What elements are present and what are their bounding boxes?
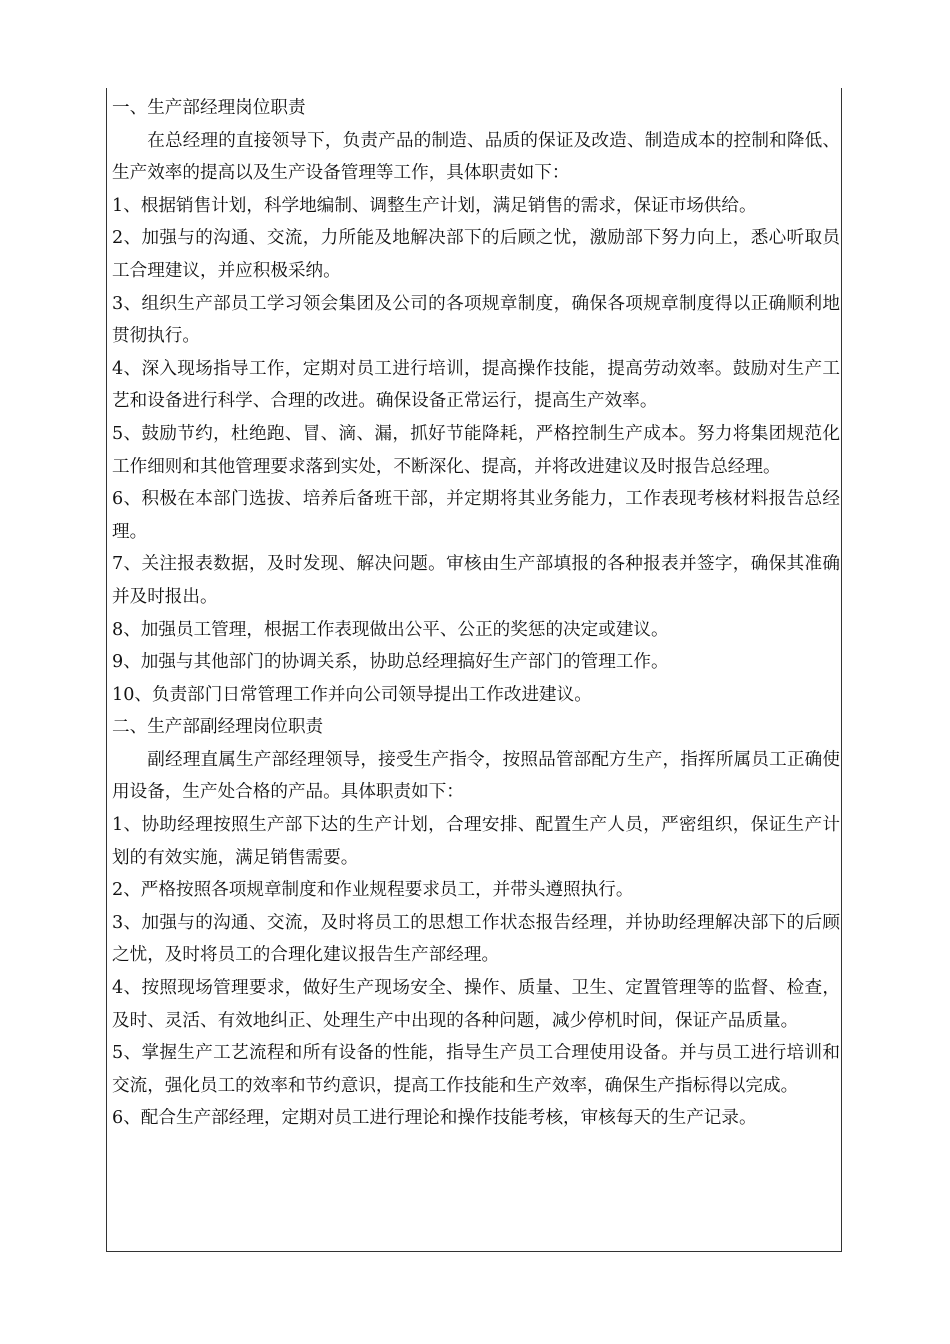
duty-item: 3、组织生产部员工学习领会集团及公司的各项规章制度，确保各项规章制度得以正确顺利地贯彻执行。 [112, 293, 840, 347]
duty-item: 10、负责部门日常管理工作并向公司领导提出工作改进建议。 [112, 684, 592, 705]
section-heading: 一、生产部经理岗位职责 [112, 98, 306, 118]
duty-item: 5、鼓励节约，杜绝跑、冒、滴、漏，抓好节能降耗，严格控制生产成本。努力将集团规范化工作细则和其他管理要求落到实处，不断深化、提高，并将改进建议及时报告总经理。 [112, 423, 840, 477]
section-intro: 在总经理的直接领导下，负责产品的制造、品质的保证及改造、制造成本的控制和降低、生产效率的提高以及生产设备管理等工作，具体职责如下： [112, 130, 840, 184]
duty-item: 8、加强员工管理，根据工作表现做出公平、公正的奖惩的决定或建议。 [112, 619, 669, 640]
duty-item: 7、关注报表数据，及时发现、解决问题。审核由生产部填报的各种报表并签字，确保其准确并及时报出。 [112, 554, 840, 607]
duty-item: 2、严格按照各项规章制度和作业规程要求员工，并带头遵照执行。 [112, 880, 634, 901]
duty-item: 4、深入现场指导工作，定期对员工进行培训，提高操作技能，提高劳动效率。鼓励对生产工艺和设备进行科学、合理的改进。确保设备正常运行，提高生产效率。 [112, 358, 840, 412]
duty-item: 9、加强与其他部门的协调关系，协助总经理搞好生产部门的管理工作。 [112, 652, 669, 673]
duty-item: 6、积极在本部门选拔、培养后备班干部，并定期将其业务能力，工作表现考核材料报告总经理。 [112, 489, 840, 542]
duty-item: 1、协助经理按照生产部下达的生产计划，合理安排、配置生产人员，严密组织，保证生产计划的有效实施，满足销售需要。 [112, 815, 840, 868]
duty-item: 6、配合生产部经理，定期对员工进行理论和操作技能考核，审核每天的生产记录。 [112, 1108, 757, 1129]
section-heading: 二、生产部副经理岗位职责 [112, 717, 324, 738]
duty-item: 2、加强与的沟通、交流，力所能及地解决部下的后顾之忧，激励部下努力向上，悉心听取员工合理建议，并应积极采纳。 [112, 228, 840, 281]
duty-item: 3、加强与的沟通、交流，及时将员工的思想工作状态报告经理，并协助经理解决部下的后顾之忧，及时将员工的合理化建议报告生产部经理。 [112, 912, 840, 966]
duty-item: 5、掌握生产工艺流程和所有设备的性能，指导生产员工合理使用设备。并与员工进行培训和交流，强化员工的效率和节约意识，提高工作技能和生产效率，确保生产指标得以完成。 [112, 1043, 840, 1096]
section-intro: 副经理直属生产部经理领导，接受生产指令，按照品管部配方生产，指挥所属员工正确使用设备，生产处合格的产品。具体职责如下： [112, 749, 840, 803]
duty-item: 1、根据销售计划，科学地编制、调整生产计划，满足销售的需求，保证市场供给。 [112, 195, 757, 216]
duty-item: 4、按照现场管理要求，做好生产现场安全、操作、质量、卫生、定置管理等的监督、检查，及时、灵活、有效地纠正、处理生产中出现的各种问题，减少停机时间，保证产品质量。 [112, 978, 840, 1031]
document-body [112, 92, 840, 1135]
